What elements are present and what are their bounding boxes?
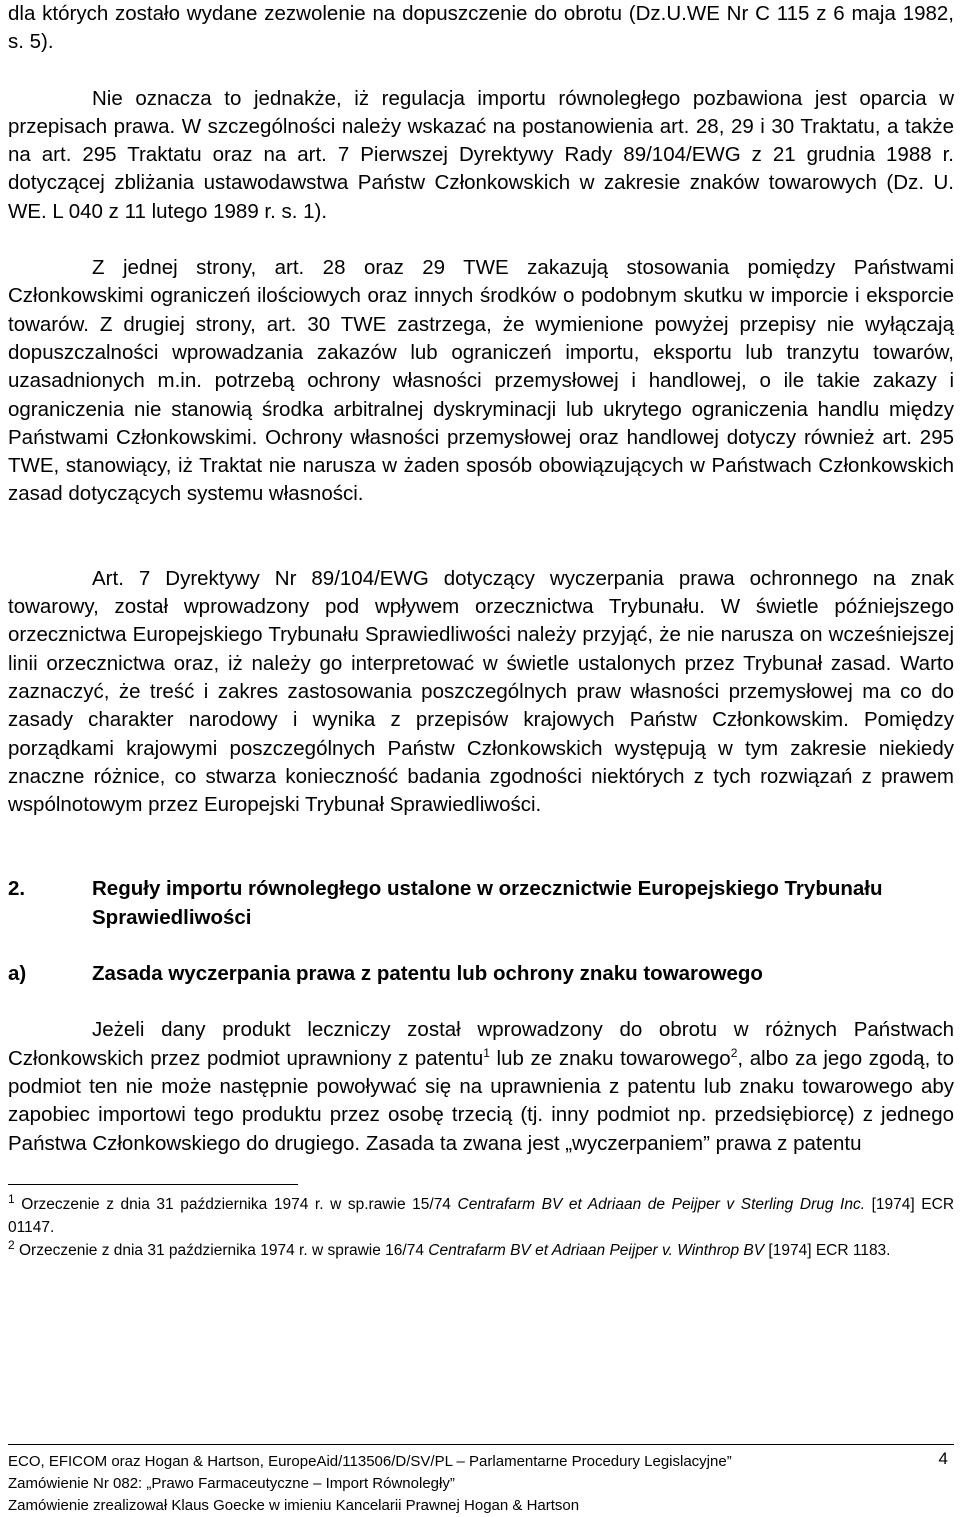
footnote-text: Orzeczenie z dnia 31 października 1974 r. w sprawie 16/74 <box>14 1241 429 1259</box>
footnote-text: Orzeczenie z dnia 31 października 1974 r. w sp.rawie 15/74 <box>14 1195 458 1213</box>
paragraph-continuation: dla których zostało wydane zezwolenie na dopuszczenie do obrotu (Dz.U.WE Nr C 115 z 6 maja 1982, s. 5). <box>8 2 954 54</box>
footnote-ref-2[interactable]: 2 <box>730 1045 738 1060</box>
section-heading-2 <box>8 875 954 932</box>
footnote-separator <box>8 1184 298 1185</box>
footnote-1 <box>8 1193 954 1239</box>
subsection-heading-a <box>8 960 954 988</box>
document-page <box>8 0 954 1262</box>
footer-author-line: Zamówienie zrealizował Klaus Goecke w imieniu Kancelarii Prawnej Hogan & Hartson <box>8 1497 580 1514</box>
section-title: Reguły importu równoległego ustalone w orzecznictwie Europejskiego Trybunału Sprawiedliwości <box>92 877 883 929</box>
page-footer <box>8 1444 954 1517</box>
footer-order-line: Zamówienie Nr 082: „Prawo Farmaceutyczne – Import Równoległy” <box>8 1475 455 1492</box>
subsection-letter: a) <box>8 962 27 986</box>
paragraph-text: lub ze znaku towarowego <box>489 1046 731 1070</box>
paragraph-treaty-articles: Z jednej strony, art. 28 oraz 29 TWE zakazują stosowania pomiędzy Państwami Członkowskimi ograniczeń ilościowych oraz innych środków o podobnym skutku w imporcie i eksporcie towarów. Z drugiej strony, art. 30 TWE zastrzega, że wymienione powyżej przepisy nie wyłączają dopuszczalności wprowadzania zakazów lub ograniczeń importu, eksportu lub tranzytu towarów, uzasadnionych m.in. potrzebą ochrony własności przemysłowej i handlowej, o ile takie zakazy i ograniczenia nie stanowią środka arbitralnej dyskryminacji lub ukrytego ograniczenia handlu między Państwami Członkowskimi. Ochrony własności przemysłowej oraz handlowej dotyczy również art. 295 TWE, stanowiący, iż Traktat nie narusza w żaden sposób obowiązujących w Państwach Członkowskich zasad dotyczących systemu własności. <box>8 256 954 506</box>
footnote-ref-1[interactable]: 1 <box>483 1045 490 1060</box>
paragraph-text: Jeżeli dany produkt leczniczy został wprowadzony do obrotu w różnych Państwach Członkowskich przez podmiot uprawniony z patentu <box>8 1018 954 1070</box>
paragraph-parallel-import-basis: Nie oznacza to jednakże, iż regulacja importu równoległego pozbawiona jest oparcia w przepisach prawa. W szczególności należy wskazać na postanowienia art. 28, 29 i 30 Traktatu, a także na art. 295 Traktatu oraz na art. 7 Pierwszej Dyrektywy Rady 89/104/EWG z 21 grudnia 1988 r. dotyczącej zbliżania ustawodawstwa Państw Członkowskich w zakresie znaków towarowych (Dz. U. WE. L 040 z 11 lutego 1989 r. s. 1). <box>8 86 954 223</box>
footnote-citation: [1974] ECR 01147. <box>8 1195 955 1236</box>
footnote-2 <box>8 1239 954 1262</box>
paragraph-exhaustion-principle <box>8 1016 954 1157</box>
page-number: 4 <box>938 1449 948 1468</box>
footnote-number: 1 <box>8 1191 15 1206</box>
footnote-citation: [1974] ECR 1183. <box>764 1241 891 1259</box>
section-number: 2. <box>8 877 26 901</box>
footnote-case-name: Centrafarm BV et Adriaan de Peijper v Sterling Drug Inc. <box>457 1195 866 1213</box>
footnote-number: 2 <box>8 1237 15 1252</box>
footnote-case-name: Centrafarm BV et Adriaan Peijper v. Winthrop BV <box>428 1241 765 1259</box>
subsection-title: Zasada wyczerpania prawa z patentu lub ochrony znaku towarowego <box>92 962 763 986</box>
paragraph-directive-article-7: Art. 7 Dyrektywy Nr 89/104/EWG dotyczący wyczerpania prawa ochronnego na znak towarowy, został wprowadzony pod wpływem orzecznictwa Trybunału. W świetle późniejszego orzecznictwa Europejskiego Trybunału Sprawiedliwości należy przyjąć, że nie narusza on wcześniejszej linii orzecznictwa oraz, iż należy go interpretować w świetle ustalonych przez Trybunał zasad. Warto zaznaczyć, że treść i zakres zastosowania poszczególnych praw własności przemysłowej ma co do zasady charakter narodowy i wynika z przepisów krajowych Państw Członkowskim. Pomiędzy porządkami krajowymi poszczególnych Państw Członkowskich występują w tym zakresie niekiedy znaczne różnice, co stwarza konieczność badania zgodności niektórych z tych rozwiązań z prawem wspólnotowym przez Europejski Trybunał Sprawiedliwości. <box>8 566 954 817</box>
footer-project-line: ECO, EFICOM oraz Hogan & Hartson, EuropeAid/113506/D/SV/PL – Parlamentarne Procedury Legislacyjne” <box>8 1453 732 1470</box>
paragraph-text: , albo za jego zgodą, to podmiot ten nie może następnie powoływać się na uprawnienia z patentu lub znaku towarowego aby zapobiec importowi tego produktu przez osobę trzecią (tj. inny podmiot np. przedsiębiorcę) z jednego Państwa Członkowskiego do drugiego. Zasada ta zwana jest „wyczerpaniem” prawa z patentu <box>8 1046 954 1155</box>
